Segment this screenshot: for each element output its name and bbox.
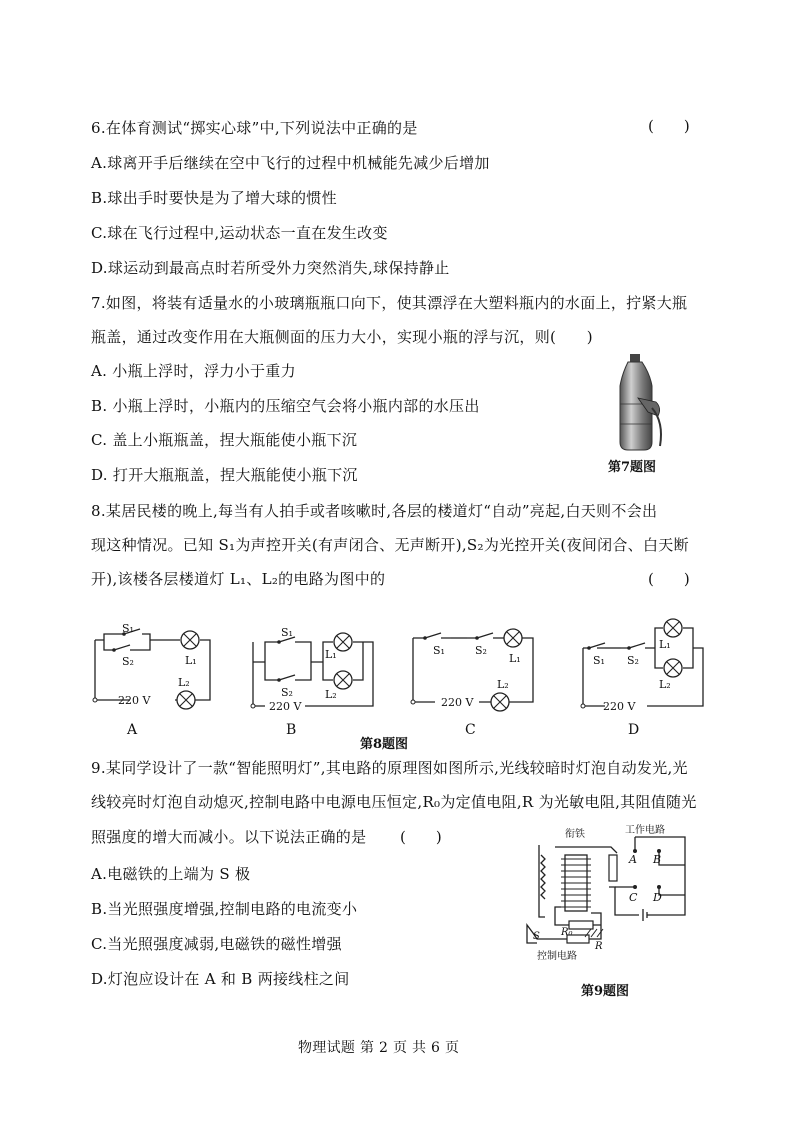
q8-circuit-a [90, 620, 220, 720]
q8-circuit-d [575, 620, 715, 720]
q9-control-circuit-label: 控制电路 [537, 951, 577, 962]
q8-choice-d-label: D [628, 722, 640, 738]
q9-r0-label: R₀ [561, 927, 573, 938]
q8d-l1-label: L₁ [659, 638, 671, 651]
q9-terminal-c: C [629, 891, 638, 904]
q8c-l1-label: L₁ [509, 652, 521, 665]
q8c-l2-label: L₂ [497, 678, 509, 691]
q9-stem-line3: 照强度的增大而减小。以下说法正确的是 [91, 828, 367, 846]
q8a-l1-label: L₁ [185, 654, 197, 667]
q8-choice-a-label: A [127, 722, 138, 738]
q9-stem-line2: 线较亮时灯泡自动熄灭,控制电路中电源电压恒定,R₀为定值电阻,R 为光敏电阻,其阻值随光 [91, 793, 697, 811]
q8c-s2-label: S₂ [475, 644, 487, 657]
q8d-voltage-label: 220 V [603, 700, 636, 713]
q7-stem-line2: 瓶盖，通过改变作用在大瓶侧面的压力大小，实现小瓶的浮与沉，则( ) [91, 328, 593, 346]
q8-stem-line2: 现这种情况。已知 S₁为声控开关(有声闭合、无声断开),S₂为光控开关(夜间闭合、白天断 [91, 536, 689, 554]
q8d-s2-label: S₂ [627, 654, 639, 667]
q6-answer-paren: ( ) [648, 117, 690, 135]
q9-answer-paren: ( ) [400, 828, 442, 846]
q8b-l2-label: L₂ [325, 688, 337, 701]
q8a-voltage-label: 220 V [118, 694, 151, 707]
q8b-l1-label: L₁ [325, 648, 337, 661]
q8-answer-paren: ( ) [648, 570, 690, 588]
q6-option-a: A.球离开手后继续在空中飞行的过程中机械能先减少后增加 [91, 154, 490, 172]
q8-circuit-b [245, 620, 385, 720]
q7-figure-caption: 第7题图 [608, 460, 657, 475]
q6-stem: 6.在体育测试“掷实心球”中,下列说法中正确的是 [91, 119, 418, 137]
q7-option-c: C. 盖上小瓶瓶盖，捏大瓶能使小瓶下沉 [91, 431, 358, 449]
q9-r-label: R [595, 941, 603, 952]
q8d-l2-label: L₂ [659, 678, 671, 691]
q9-terminal-a: A [629, 853, 637, 866]
q8c-s1-label: S₁ [433, 644, 445, 657]
q7-option-b: B. 小瓶上浮时，小瓶内的压缩空气会将小瓶内部的水压出 [91, 397, 480, 415]
q8-stem-line3: 开),该楼各层楼道灯 L₁、L₂的电路为图中的 [91, 570, 386, 588]
q9-relay-diagram [525, 825, 705, 975]
q9-option-a: A.电磁铁的上端为 S 极 [91, 865, 251, 883]
q9-option-c: C.当光照强度减弱,电磁铁的磁性增强 [91, 935, 342, 953]
q9-armature-label: 衔铁 [565, 829, 585, 840]
q8b-voltage-label: 220 V [269, 700, 302, 713]
page-footer: 物理试题 第 2 页 共 6 页 [298, 1040, 460, 1056]
q8-stem-line1: 8.某居民楼的晚上,每当有人拍手或者咳嗽时,各层的楼道灯“自动”亮起,白天则不会出 [91, 502, 658, 520]
q8-choice-b-label: B [286, 722, 297, 738]
q8-circuit-c [405, 620, 545, 720]
q8d-s1-label: S₁ [593, 654, 605, 667]
q9-figure-caption: 第9题图 [581, 984, 630, 999]
q8c-voltage-label: 220 V [441, 696, 474, 709]
q6-option-b: B.球出手时要快是为了增大球的惯性 [91, 189, 337, 207]
q8a-l2-label: L₂ [178, 676, 190, 689]
q9-terminal-b: B [653, 853, 662, 866]
q8a-s2-label: S₂ [122, 655, 134, 668]
q8b-s2-label: S₂ [281, 686, 293, 699]
q9-option-b: B.当光照强度增强,控制电路的电流变小 [91, 900, 358, 918]
q7-stem-line1: 7.如图，将装有适量水的小玻璃瓶瓶口向下，使其漂浮在大塑料瓶内的水面上，拧紧大瓶 [91, 294, 688, 312]
q8b-s1-label: S₁ [281, 626, 293, 639]
q7-option-a: A. 小瓶上浮时，浮力小于重力 [91, 362, 296, 380]
q8a-s1-label: S₁ [122, 622, 134, 635]
q9-switch-label: S [533, 931, 540, 942]
q9-option-d: D.灯泡应设计在 A 和 B 两接线柱之间 [91, 970, 350, 988]
q7-bottle-figure [608, 352, 668, 452]
q9-terminal-d: D [653, 891, 662, 904]
q8-choice-c-label: C [465, 722, 476, 738]
q9-work-circuit-label: 工作电路 [625, 825, 665, 836]
q6-option-d: D.球运动到最高点时若所受外力突然消失,球保持静止 [91, 259, 450, 277]
q6-option-c: C.球在飞行过程中,运动状态一直在发生改变 [91, 224, 388, 242]
q8-figure-caption: 第8题图 [360, 737, 409, 752]
q9-stem-line1: 9.某同学设计了一款“智能照明灯”,其电路的原理图如图所示,光线较暗时灯泡自动发光,光 [91, 759, 688, 777]
q7-option-d: D. 打开大瓶瓶盖，捏大瓶能使小瓶下沉 [91, 466, 358, 484]
